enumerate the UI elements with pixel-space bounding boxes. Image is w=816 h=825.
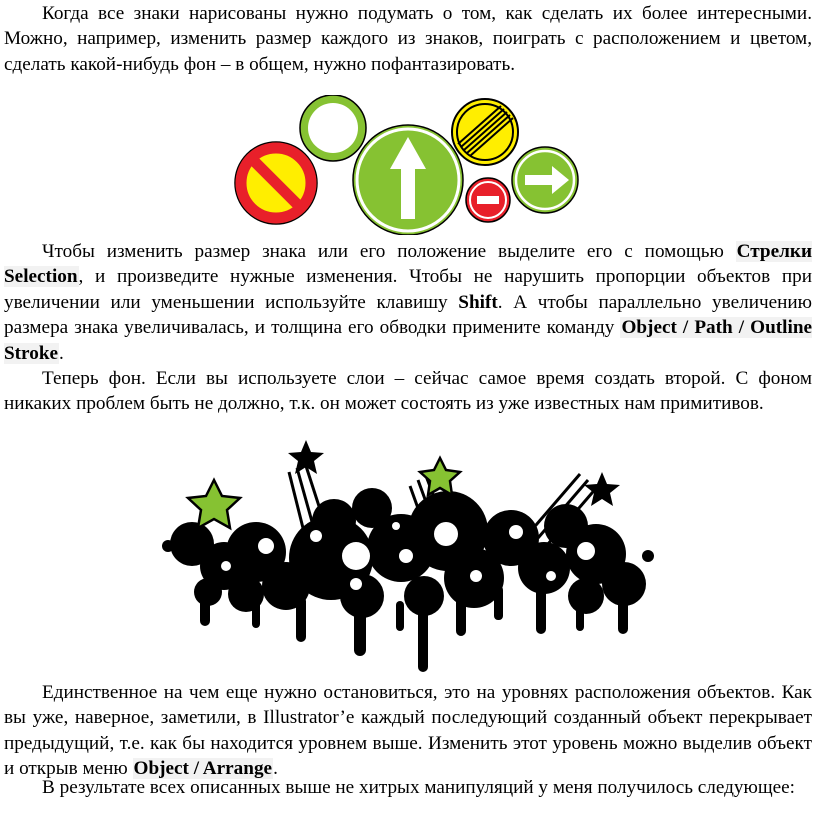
key-shift: Shift xyxy=(458,291,498,313)
arrow-up-sign-icon xyxy=(353,125,463,235)
arrow-right-sign-icon xyxy=(512,147,578,213)
resize-text-3: . А чтобы параллельно увеличению размера знака увеличивалась, и толщина его обводки примените команду xyxy=(4,291,812,339)
resize-text-2: , и произведите нужные изменения. Чтобы не нарушить пропорции объектов при увеличении или уменьшении используйте клавишу xyxy=(4,266,812,313)
resize-text-1: Чтобы изменить размер знака или его положение выделите его с помощью xyxy=(42,241,736,262)
green-ring-sign-icon xyxy=(300,95,366,161)
paragraph-intro: Когда все знаки нарисованы нужно подумать о том, как сделать их более интересными. Можно, например, изменить размер каждого из знаков, поиграть с расположением и цветом, сделать какой-нибудь фон – в общем, нужно пофантазировать. xyxy=(4,3,812,75)
arrange-text-2: . xyxy=(273,758,278,780)
paragraph-resize xyxy=(4,239,812,366)
green-star-icon xyxy=(420,458,460,495)
no-entry-sign-icon xyxy=(466,178,510,222)
resize-text-4: . xyxy=(59,342,64,364)
paragraph-result: В результате всех описанных выше не хитрых манипуляций у меня получилось следующее: xyxy=(42,777,795,798)
background-blobs-illustration xyxy=(156,436,660,676)
term-selection-tool: Стрелки Selection xyxy=(4,241,812,288)
paragraph-arrange xyxy=(4,680,812,782)
term-outline-stroke: Object / Path / Outline Stroke xyxy=(4,317,813,364)
paragraph-background: Теперь фон. Если вы используете слои – сейчас самое время создать второй. С фоном никаких проблем быть не должно, т.к. он может состоять из уже известных нам примитивов. xyxy=(4,368,812,415)
term-object-arrange: Object / Arrange xyxy=(133,758,273,780)
arrange-text-1: Единственное на чем еще нужно остановиться, это на уровнях расположения объектов. Как вы уже, наверное, заметили, в Illustrator’е каждый последующий созданный объект перекрывает предыдущий, т.е. как бы находится уровнем выше. Изменить этот уровень можно выделив объект и открыв меню xyxy=(4,682,812,780)
prohibition-sign-icon xyxy=(235,142,317,224)
black-blob-mass xyxy=(162,488,654,672)
green-star-icon xyxy=(188,480,240,528)
black-star-icon xyxy=(584,472,620,506)
end-restriction-sign-icon xyxy=(452,99,518,165)
road-signs-illustration xyxy=(232,95,584,235)
